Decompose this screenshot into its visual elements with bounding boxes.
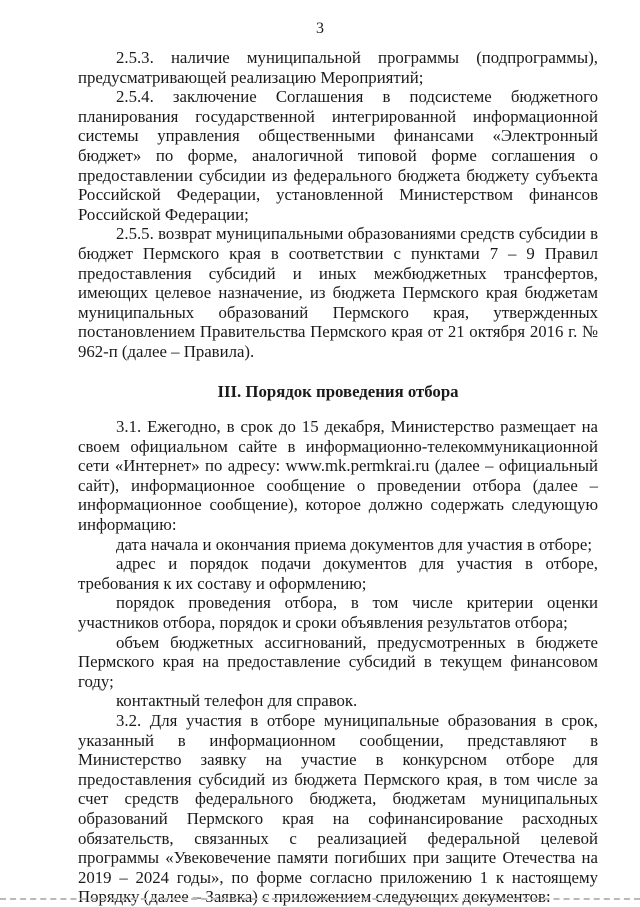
clause-3-1-item: порядок проведения отбора, в том числе критерии оценки участников отбора, порядок и сроки объявления результатов отбора; [78,593,598,633]
clause-3-1: 3.1. Ежегодно, в срок до 15 декабря, Министерство размещает на своем официальном сайте в информационно-телекоммуникационной сети «Интернет» по адресу: www.mk.permkrai.ru (далее – официальный сайт), информационное сообщение о проведении отбора (далее – информационное сообщение), которое должно содержать следующую информацию: [78,417,598,535]
clause-3-1-item: объем бюджетных ассигнований, предусмотренных в бюджете Пермского края на предоставление субсидий в текущем финансовом году; [78,632,598,691]
scan-edge-line [0,898,640,900]
clause-3-1-item: адрес и порядок подачи документов для участия в отборе, требования к их составу и оформлению; [78,554,598,593]
clause-3-2: 3.2. Для участия в отборе муниципальные образования в срок, указанный в информационном сообщении, представляют в Министерство заявку на участие в конкурсном отборе для предоставления субсидий из бюджета Пермского края, в том числе за счет средств федерального бюджета, бюджетам муниципальных образований Пермского края на софинансирование расходных обязательств, связанных с реализацией федеральной целевой программы «Увековечение памяти погибших при защите Отечества на 2019 – 2024 годы», по форме согласно приложению 1 к настоящему Порядку (далее – Заявка) с приложением следующих документов: [78,711,598,907]
clause-2-5-5: 2.5.5. возврат муниципальными образованиями средств субсидии в бюджет Пермского края в соответствии с пунктами 7 – 9 Правил предоставления субсидий и иных межбюджетных трансфертов, имеющих целевое назначение, из бюджета Пермского края бюджетам муниципальных образований Пермского края, утвержденных постановлением Правительства Пермского края от 21 октября 2016 г. № 962-п (далее – Правила). [78,224,598,361]
clause-2-5-3: 2.5.3. наличие муниципальной программы (подпрограммы), предусматривающей реализацию Мероприятий; [78,48,598,87]
section-heading: III. Порядок проведения отбора [217,381,459,401]
clause-3-1-item: контактный телефон для справок. [116,691,358,711]
clause-2-5-4: 2.5.4. заключение Соглашения в подсистеме бюджетного планирования государственной интегрированной информационной системы управления общественными финансами «Электронный бюджет» по форме, аналогичной типовой форме соглашения о предоставлении субсидии из федерального бюджета бюджету субъекта Российской Федерации, установленной Министерством финансов Российской Федерации; [78,87,598,224]
clause-3-1-item: дата начала и окончания приема документов для участия в отборе; [116,534,593,554]
document-body [78,48,598,907]
page-number: 3 [316,20,324,37]
